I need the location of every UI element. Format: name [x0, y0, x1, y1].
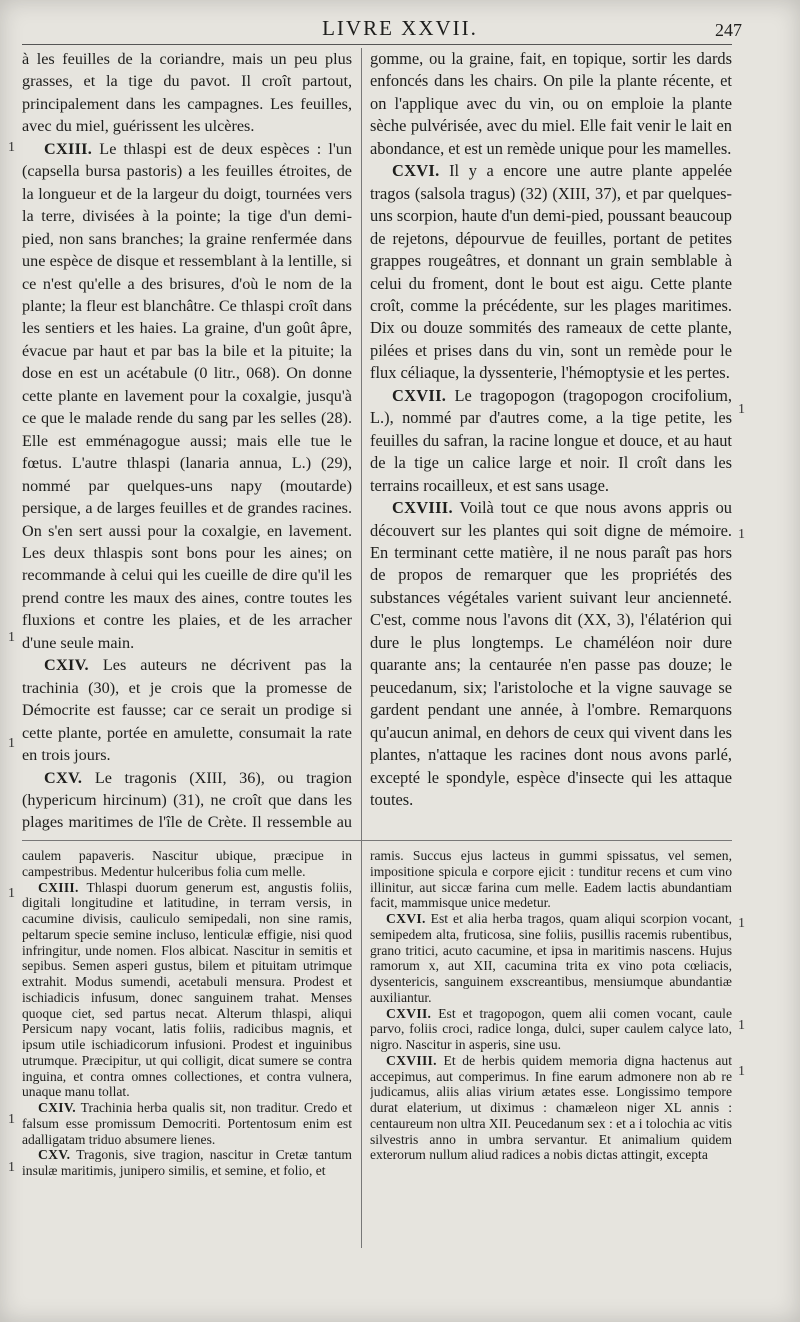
- paragraph: [22, 138, 352, 654]
- margin-mark: 1: [738, 1018, 745, 1033]
- paragraph-text: Le thlaspi est de deux espèces : l'un (capsella bursa pastoris) a les feuilles étroites, de la longueur et de la largeur du doigt, tournées vers la terre, divisées à la pointe; la tige d'un demi-pied, non sans branches; la graine renfermée dans une espèce de disque et ressemblant à la lentille, si ce n'est qu'elle a des brisures, d'où le nom de la plante; la fleur est blanchâtre. Ce thlaspi croît dans les sentiers et les haies. La graine, d'un goût âpre, évacue par haut et par bas la bile et la pituite; la dose en est un acétabule (0 litr., 068). On donne cette plante en lavement pour la coxalgie, jusqu'à ce que le malade rende du sang par les selles (28). Elle est emménagogue aussi; mais elle tue le fœtus. L'autre thlaspi (lanaria annua, L.) (29), nommé par quelques-uns napy (moutarde) persique, a de larges feuilles et de grandes racines. On s'en sert aussi pour la coxalgie, en lavement. Les deux thlaspis sont bons pour les aines; on recommande à celui qui les cueille de dire qu'il les prend contre les maux des aines, contre toutes les fluxions et contre les plaies, et de les arracher d'une seule main.: [22, 139, 352, 652]
- paragraph: [370, 848, 732, 911]
- paragraph-text: Est et tragopogon, quem alii comen vocant, caule parvo, foliis croci, radice longa, dulci, super caulem calyce lato, nigro. Nascitur in asperis, sine usu.: [370, 1005, 732, 1052]
- paragraph-text: gomme, ou la graine, fait, en topique, sortir les dards enfoncés dans les chairs. On pile la plante récente, et on l'applique avec du vin, ou on emploie la plante sèche pulvérisée, avec du miel. Elle fait venir le lait en abondance, et est un remède unique pour les mamelles.: [370, 49, 732, 158]
- french-left-column: [22, 48, 352, 836]
- margin-mark: 1: [8, 1160, 15, 1175]
- paragraph-text: à les feuilles de la coriandre, mais un peu plus grasses, et la tige du pavot. Il croît partout, principalement dans les campagnes. Les feuilles, avec du miel, guérissent les ulcères.: [22, 50, 352, 136]
- paragraph: [370, 1053, 732, 1163]
- paragraph-text: Et de herbis quidem memoria digna hactenus aut accepimus, aut comperimus. In fine earum admonere non ab re judicamus, aliis alias virium ætates esse. Longissimo tempore durat elaterium, ut diximus : chamæleon niger XL annis : centaureum non ultra XII. Peucedanum sex : et a i tolochia ac vitis silvestris anno in umbra servantur. Et animalium quidem exterorum nullum aliud radices a nobis dictas attingit, excepta: [370, 1052, 732, 1163]
- paragraph-text: Trachinia herba qualis sit, non traditur. Credo et falsum esse promissum Democriti. Portentosum enim est adalligatam triduo absumere lienes.: [22, 1100, 352, 1147]
- paragraph: [22, 767, 352, 837]
- chapter-number: CXIII.: [44, 139, 93, 158]
- margin-mark: 1: [8, 1112, 15, 1127]
- margin-mark: 1: [738, 916, 745, 931]
- running-head: [0, 14, 800, 44]
- page-number: 247: [715, 20, 742, 40]
- paragraph: [370, 911, 732, 1006]
- margin-mark: 1: [8, 736, 15, 751]
- latin-left-column: [22, 848, 352, 1318]
- header-rule: [22, 44, 732, 45]
- paragraph: [370, 385, 732, 497]
- paragraph-text: Le tragopogon (tragopogon crocifolium, L.), nommé par d'autres come, a la tige petite, les feuilles du safran, la racine longue et douce, et au haut de la tige un calice large et noir. Il croît dans les terrains rocailleux, et est sans usage.: [370, 385, 732, 495]
- chapter-number: CXVII.: [386, 1005, 432, 1021]
- paragraph: [370, 497, 732, 811]
- paragraph-text: Les auteurs ne décrivent pas la trachinia (30), et je crois que la promesse de Démocrite est fausse; car ce serait un prodige si cette plante, portée en amulette, consumait la rate en trois jours.: [22, 656, 352, 765]
- paragraph-text: Tragonis, sive tragion, nascitur in Cretæ tantum insulæ maritimis, junipero similis, et semine, et folio, et: [22, 1147, 352, 1178]
- paragraph: [370, 160, 732, 385]
- paragraph-text: ramis. Succus ejus lacteus in gummi spissatus, vel semen, impositione spicula e corpore ejicit : tunditur recens et cum vino illinitur, aut siccæ farina cum melle. Eadem lactis abundantiam facit, mammisque unice medetur.: [370, 848, 732, 911]
- column-divider: [361, 48, 362, 1248]
- paragraph: [22, 880, 352, 1101]
- margin-mark: 1: [8, 886, 15, 901]
- paragraph: [22, 654, 352, 766]
- margin-mark: 1: [738, 527, 745, 542]
- chapter-number: CXVI.: [386, 911, 426, 926]
- paragraph: [370, 1006, 732, 1053]
- chapter-number: CXV.: [44, 768, 83, 787]
- chapter-number: CXIII.: [38, 879, 79, 895]
- margin-mark: 1: [8, 140, 15, 155]
- margin-mark: 1: [738, 1064, 745, 1079]
- paragraph-text: Est et alia herba tragos, quam aliqui scorpion vocant, semipedem alta, fruticosa, sine foliis, pusillis racemis rubentibus, grano tritici, acuto cacumine, et ipsa in maritimis nascens. Hujus ramorum x, aut XII, cacumina trita ex vino pota cœliacis, dysentericis, sanguinem exscreantibus, mensiumque abundantiæ auxiliantur.: [370, 911, 732, 1005]
- paragraph: [370, 48, 732, 160]
- paragraph-text: Voilà tout ce que nous avons appris ou découvert sur les plantes qui soit digne de mémoire. En terminant cette matière, il ne nous paraît pas hors de propos de remarquer que les propriétés des substances végétales varient suivant leur ancienneté. C'est, comme nous l'avons dit (XX, 3), l'élatérion qui dure le plus longtemps. Le chaméléon noir dure quarante ans; la centaurée n'en passe pas douze; le peucedanum, six; l'aristoloche et la vigne sauvage se gardent pendant une année, à l'ombre. Remarquons qu'aucun animal, en dehors de ceux qui vivent dans les plantes, n'attaque les racines dont nous avons parlé, excepté le spondyle, espèce d'insecte qui les attaque toutes.: [370, 498, 732, 809]
- paragraph: [22, 1100, 352, 1147]
- section-rule: [22, 840, 732, 841]
- paragraph: [22, 848, 352, 880]
- paragraph: [22, 48, 352, 138]
- chapter-number: CXIV.: [38, 1100, 76, 1115]
- paragraph: [22, 1147, 352, 1179]
- paragraph-text: Il y a encore une autre plante appelée tragos (salsola tragus) (32) (XIII, 37), et par quelques-uns scorpion, haute d'un demi-pied, poussant beaucoup de rejetons, dépourvue de feuilles, portant de petites grappes rougeâtres, et donnant un grain semblable à celui du froment, dont le bout est aigu. Cette plante croît, comme la précédente, sur les plages maritimes. Dix ou douze sommités des rameaux de cette plante, pilées et prises dans du vin, sont un remède pour le flux céliaque, la dyssenterie, l'hémoptysie et les pertes.: [370, 161, 732, 383]
- chapter-number: CXV.: [38, 1147, 71, 1163]
- french-right-column: [370, 48, 732, 836]
- chapter-number: CXVIII.: [392, 498, 453, 518]
- margin-mark: 1: [738, 402, 745, 417]
- paragraph-text: caulem papaveris. Nascitur ubique, præcipue in campestribus. Medentur hulceribus folia cum melle.: [22, 848, 352, 879]
- paragraph-text: Thlaspi duorum generum est, angustis foliis, digitali longitudine et latitudine, in terram versis, in cacumine divisis, cauliculo semipedali, non sine ramis, peltarum specie semine incluso, lenticulæ effigie, nisi quod infringitur, unde nomen. Flos albicat. Nascitur in semitis et sepibus. Semen asperi gustus, bilem et pituitam utrimque extrahit. Modus sumendi, acetabuli mensura. Prodest et ischiadicis infusum, donec sanguinem trahat. Menses quoque ciet, sed partus necat. Alterum thlaspi, aliqui Persicum napy vocant, latis foliis, radicibus magnis, et ipsum utile ischiadicorum infusioni. Prodest et inguinibus utrumque. Præcipitur, ut qui colligit, dicat sumere se contra inguina, et contra omnes collectiones, et contra vulnera, unaque manu tollat.: [22, 879, 352, 1100]
- margin-mark: 1: [8, 630, 15, 645]
- book-title: LIVRE XXVII.: [322, 16, 478, 40]
- chapter-number: CXVI.: [392, 161, 440, 181]
- paragraph-text: Le tragonis (XIII, 36), ou tragion (hypericum hircinum) (31), ne croît que dans les plages maritimes de l'île de Crète. Il ressemble au: [22, 768, 352, 832]
- chapter-number: CXIV.: [44, 656, 89, 675]
- latin-right-column: [370, 848, 732, 1318]
- chapter-number: CXVIII.: [386, 1052, 437, 1068]
- chapter-number: CXVII.: [392, 385, 447, 405]
